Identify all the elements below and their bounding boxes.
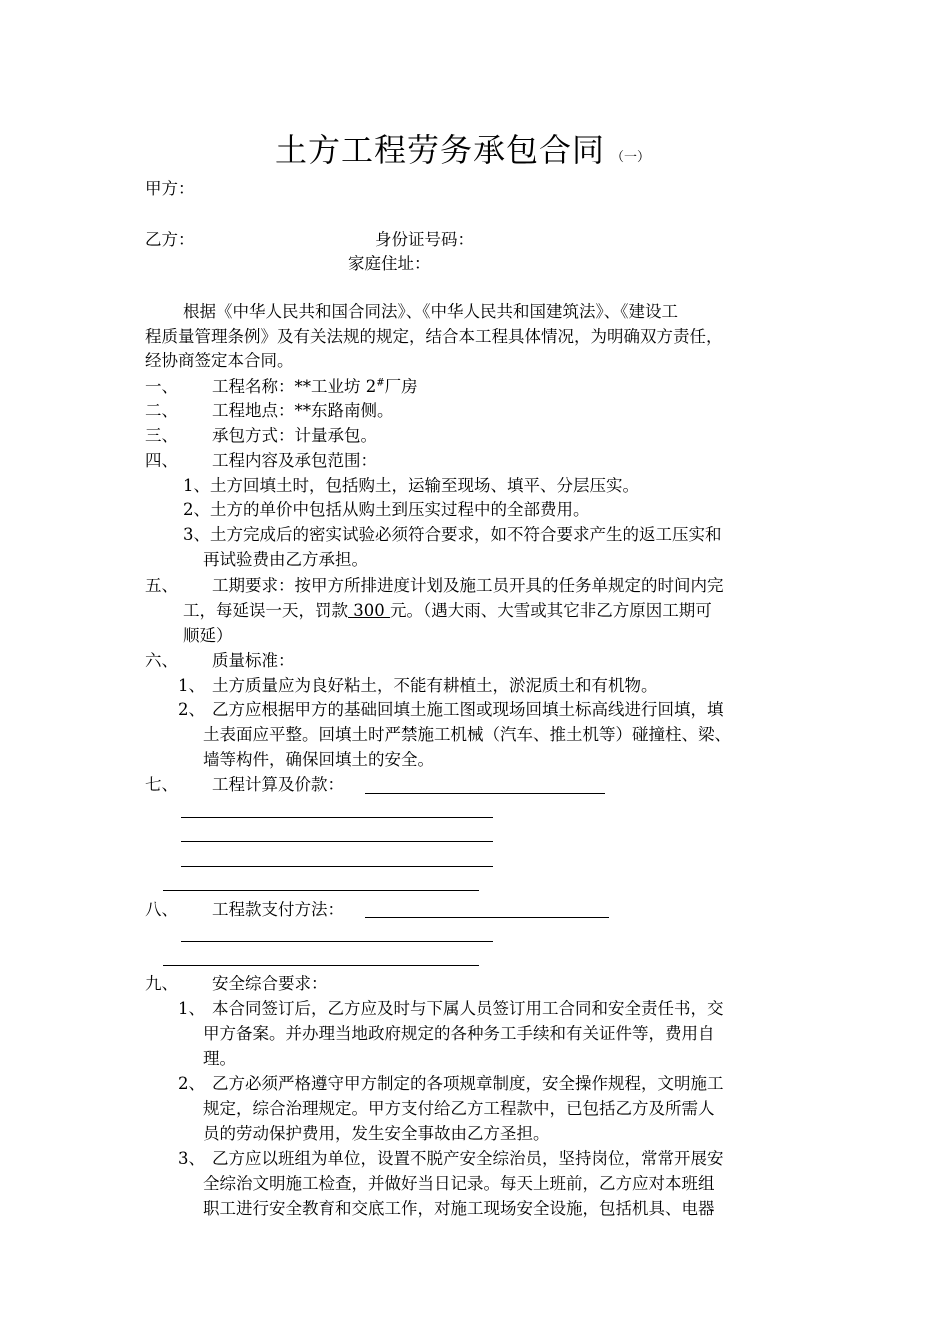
section-2-number: 二、 (145, 401, 178, 420)
section-8-blank-line (365, 917, 609, 918)
section-4-item-2: 2、土方的单价中包括从购土到压实过程中的全部费用。 (183, 500, 590, 519)
section-9-number: 九、 (145, 974, 178, 993)
section-8-blank-line (181, 941, 493, 942)
section-8-number: 八、 (145, 900, 178, 919)
section-6-item-2-line-3: 墙等构件，确保回填土的安全。 (203, 750, 434, 769)
address-label: 家庭住址： (348, 254, 431, 273)
section-9-item-1-line-3: 理。 (203, 1049, 236, 1068)
section-9-text: 安全综合要求： (212, 974, 328, 993)
section-7-blank-line (181, 817, 493, 818)
section-5-number: 五、 (145, 576, 178, 595)
section-9-item-3-line-2: 全综治文明施工检查，并做好当日记录。每天上班前，乙方应对本班组 (203, 1174, 715, 1193)
section-4-item-3: 3、土方完成后的密实试验必须符合要求，如不符合要求产生的返工压实和 (183, 525, 722, 544)
section-4-item-1: 1、土方回填土时，包括购土，运输至现场、填平、分层压实。 (183, 476, 639, 495)
section-7-blank-line (181, 866, 493, 867)
section-4-item-3-cont: 再试验费由乙方承担。 (203, 550, 368, 569)
section-4-text: 工程内容及承包范围： (212, 451, 377, 470)
section-9-item-1-line-2: 甲方备案。并办理当地政府规定的各种务工手续和有关证件等，费用自 (203, 1024, 715, 1043)
section-6-number: 六、 (145, 651, 178, 670)
section-6-text: 质量标准： (212, 651, 295, 670)
section-9-item-2-number: 2、 (178, 1074, 205, 1093)
section-7-text: 工程计算及价款： (212, 775, 344, 794)
document-title (275, 128, 650, 180)
section-9-item-2-line-3: 员的劳动保护费用，发生安全事故由乙方圣担。 (203, 1124, 550, 1143)
section-5-line-1: 工期要求：按甲方所排进度计划及施工员开具的任务单规定的时间内完 (212, 576, 724, 595)
party-b-label: 乙方： (145, 230, 195, 249)
section-5-line-3: 顺延） (183, 626, 233, 645)
section-9-item-3-number: 3、 (178, 1149, 205, 1168)
title-main: 土方工程劳务承包合同 (275, 131, 606, 169)
section-6-item-2-number: 2、 (178, 700, 205, 719)
section-9-item-2-line-1: 乙方必须严格遵守甲方制定的各项规章制度，安全操作规程，文明施工 (212, 1074, 724, 1093)
intro-line-3: 经协商签定本合同。 (145, 351, 294, 370)
section-3-number: 三、 (145, 426, 178, 445)
party-a-label: 甲方： (145, 179, 195, 198)
section-9-item-1-number: 1、 (178, 999, 205, 1018)
section-9-item-3-line-1: 乙方应以班组为单位，设置不脱产安全综治员，坚持岗位，常常开展安 (212, 1149, 724, 1168)
section-7-blank-line (365, 793, 605, 794)
section-9-item-3-line-3: 职工进行安全教育和交底工作，对施工现场安全设施，包括机具、电器 (203, 1199, 715, 1218)
id-number-label: 身份证号码： (375, 230, 474, 249)
section-1-text: 工程名称：**工业坊 2#厂房 (212, 377, 418, 396)
section-8-text: 工程款支付方法： (212, 900, 344, 919)
section-1-number: 一、 (145, 377, 178, 396)
section-2-text: 工程地点：**东路南侧。 (212, 401, 394, 420)
section-7-blank-line (163, 890, 479, 891)
intro-line-1: 根据《中华人民共和国合同法》、《中华人民共和国建筑法》、《建设工 (183, 302, 678, 321)
intro-line-2: 程质量管理条例》及有关法规的规定，结合本工程具体情况，为明确双方责任， (145, 327, 723, 346)
section-6-item-1: 土方质量应为良好粘土，不能有耕植土，淤泥质土和有机物。 (212, 676, 658, 695)
section-6-item-2-line-2: 土表面应平整。回填土时严禁施工机械（汽车、推土机等）碰撞柱、梁、 (203, 725, 731, 744)
section-7-blank-line (181, 841, 493, 842)
section-9-item-1-line-1: 本合同签订后，乙方应及时与下属人员签订用工合同和安全责任书，交 (212, 999, 724, 1018)
section-3-text: 承包方式：计量承包。 (212, 426, 377, 445)
section-4-number: 四、 (145, 451, 178, 470)
penalty-amount: 300 (348, 601, 390, 620)
section-9-item-2-line-2: 规定，综合治理规定。甲方支付给乙方工程款中，已包括乙方及所需人 (203, 1099, 715, 1118)
section-6-item-1-number: 1、 (178, 676, 205, 695)
section-8-blank-line (163, 965, 479, 966)
section-5-line-2: 工，每延误一天，罚款 300 元。（遇大雨、大雪或其它非乙方原因工期可 (183, 601, 712, 620)
title-sub: （一） (611, 150, 651, 165)
section-7-number: 七、 (145, 775, 178, 794)
section-6-item-2-line-1: 乙方应根据甲方的基础回填土施工图或现场回填土标高线进行回填，填 (212, 700, 724, 719)
